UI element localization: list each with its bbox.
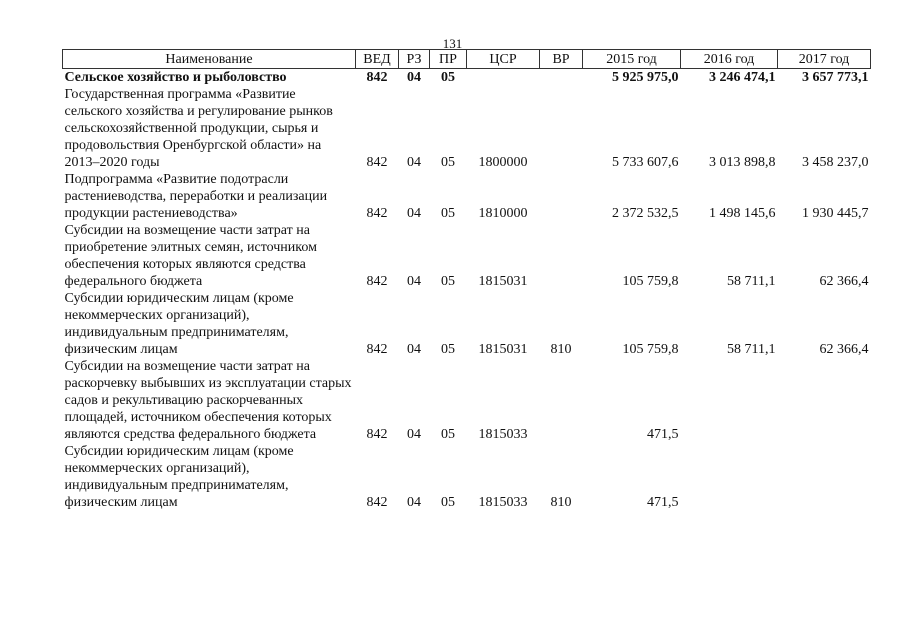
row-name: Субсидии на возмещение части затрат на приобретение элитных семян, источником обеспечения которых являются средства федерального бюджета bbox=[64, 223, 317, 289]
row-vr: 810 bbox=[550, 495, 572, 510]
row-ved: 842 bbox=[366, 342, 388, 357]
row-pr: 05 bbox=[441, 274, 455, 289]
row-2015: 471,5 bbox=[647, 495, 679, 510]
row-2016: 3 013 898,8 bbox=[709, 155, 776, 170]
row-2016: 1 498 145,6 bbox=[709, 206, 776, 221]
row-2017 bbox=[778, 358, 871, 443]
row-rz: 04 bbox=[407, 274, 421, 289]
row-rz: 04 bbox=[407, 342, 421, 357]
row-2017: 62 366,4 bbox=[819, 274, 869, 289]
header-2017: 2017 год bbox=[778, 50, 871, 69]
row-2017: 62 366,4 bbox=[819, 342, 869, 357]
row-rz: 04 bbox=[407, 427, 421, 442]
header-csr: ЦСР bbox=[467, 50, 540, 69]
row-vr bbox=[540, 171, 583, 222]
header-2016: 2016 год bbox=[681, 50, 778, 69]
table-row bbox=[63, 222, 871, 290]
table-row bbox=[63, 290, 871, 358]
row-name: Сельское хозяйство и рыболовство bbox=[64, 70, 287, 85]
row-ved: 842 bbox=[366, 495, 388, 510]
table-row bbox=[63, 358, 871, 443]
row-ved: 842 bbox=[366, 206, 388, 221]
row-2015: 105 759,8 bbox=[622, 274, 679, 289]
row-2016: 58 711,1 bbox=[727, 274, 776, 289]
row-pr: 05 bbox=[441, 70, 455, 85]
table-row bbox=[63, 86, 871, 171]
row-2017: 1 930 445,7 bbox=[802, 206, 869, 221]
row-vr bbox=[540, 86, 583, 171]
row-2016 bbox=[681, 443, 778, 511]
row-vr: 810 bbox=[550, 342, 572, 357]
row-2016: 58 711,1 bbox=[727, 342, 776, 357]
row-ved: 842 bbox=[366, 427, 388, 442]
row-pr: 05 bbox=[441, 427, 455, 442]
row-csr bbox=[467, 69, 540, 87]
row-2015: 5 925 975,0 bbox=[612, 70, 679, 85]
row-rz: 04 bbox=[407, 155, 421, 170]
row-csr: 1815031 bbox=[478, 342, 528, 357]
row-name: Субсидии на возмещение части затрат на раскорчевку выбывших из эксплуатации старых садов и рекультивацию раскорчеванных площадей, источником обеспечения которых являются средства федерального бюджета bbox=[64, 359, 352, 442]
row-rz: 04 bbox=[407, 70, 421, 85]
row-csr: 1815033 bbox=[478, 495, 528, 510]
row-pr: 05 bbox=[441, 155, 455, 170]
table-row bbox=[63, 171, 871, 222]
row-rz: 04 bbox=[407, 495, 421, 510]
budget-table bbox=[62, 49, 871, 511]
header-2015: 2015 год bbox=[583, 50, 681, 69]
row-csr: 1810000 bbox=[478, 206, 528, 221]
row-csr: 1800000 bbox=[478, 155, 528, 170]
row-2017: 3 458 237,0 bbox=[802, 155, 869, 170]
row-name: Подпрограмма «Развитие подотрасли растениеводства, переработки и реализации продукции растениеводства» bbox=[64, 172, 328, 221]
row-2017: 3 657 773,1 bbox=[802, 70, 869, 85]
header-ved: ВЕД bbox=[356, 50, 399, 69]
header-name: Наименование bbox=[63, 50, 356, 69]
header-rz: РЗ bbox=[399, 50, 430, 69]
row-ved: 842 bbox=[366, 155, 388, 170]
row-ved: 842 bbox=[366, 70, 388, 85]
row-csr: 1815033 bbox=[478, 427, 528, 442]
header-vr: ВР bbox=[540, 50, 583, 69]
row-name: Субсидии юридическим лицам (кроме некоммерческих организаций), индивидуальным предпринимателям, физическим лицам bbox=[64, 291, 294, 357]
row-pr: 05 bbox=[441, 342, 455, 357]
table-row bbox=[63, 443, 871, 511]
row-2015: 5 733 607,6 bbox=[612, 155, 679, 170]
row-vr bbox=[540, 69, 583, 87]
row-name: Государственная программа «Развитие сельского хозяйства и регулирование рынков сельскохозяйственной продукции, сырья и продовольствия Оренбургской области» на 2013–2020 годы bbox=[64, 87, 333, 170]
row-vr bbox=[540, 222, 583, 290]
row-2016 bbox=[681, 358, 778, 443]
row-csr: 1815031 bbox=[478, 274, 528, 289]
row-2015: 2 372 532,5 bbox=[612, 206, 679, 221]
row-pr: 05 bbox=[441, 206, 455, 221]
row-pr: 05 bbox=[441, 495, 455, 510]
table-row bbox=[63, 69, 871, 87]
row-2017 bbox=[778, 443, 871, 511]
row-2015: 105 759,8 bbox=[622, 342, 679, 357]
row-ved: 842 bbox=[366, 274, 388, 289]
header-pr: ПР bbox=[430, 50, 467, 69]
table-header-row bbox=[63, 50, 871, 69]
row-name: Субсидии юридическим лицам (кроме некоммерческих организаций), индивидуальным предпринимателям, физическим лицам bbox=[64, 444, 294, 510]
page-number: 131 bbox=[442, 36, 463, 51]
row-rz: 04 bbox=[407, 206, 421, 221]
row-2015: 471,5 bbox=[647, 427, 679, 442]
row-2016: 3 246 474,1 bbox=[709, 70, 776, 85]
row-vr bbox=[540, 358, 583, 443]
